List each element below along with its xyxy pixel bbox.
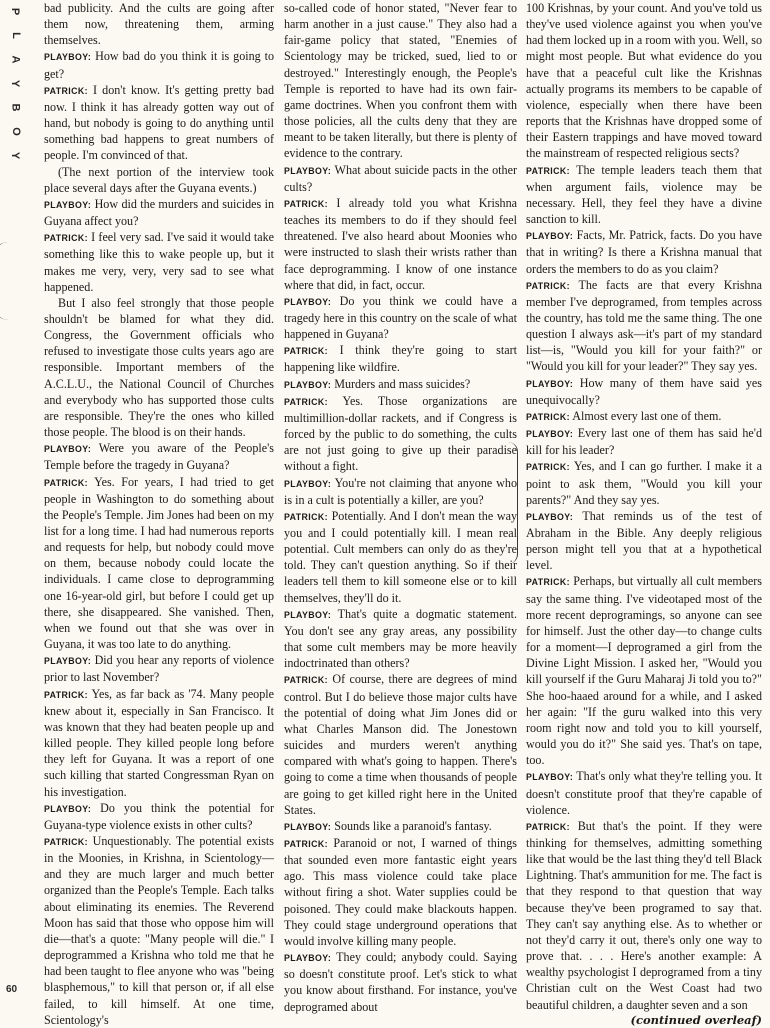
paragraph-text: Almost every last one of them. bbox=[572, 408, 722, 423]
speaker-label: PLAYBOY: bbox=[526, 772, 574, 783]
interview-paragraph bbox=[284, 342, 517, 375]
paragraph-text: Yes. Those organizations are multimillion-dollar rackets, and if Congress is forced by the public to do something, the cults are not just going to give up their paradise without a fight. bbox=[284, 393, 518, 474]
interview-paragraph bbox=[526, 162, 762, 228]
paragraph-text: They could; anybody could. Saying so doesn't constitute proof. Let's stick to what you know about firsthand. For instance, you've deprogramed about bbox=[284, 950, 518, 1014]
interview-paragraph bbox=[284, 393, 517, 475]
paragraph-text: The temple leaders teach them that when argument fails, violence may be necessary. Hell, they feel they have a divine sanction to kill. bbox=[526, 162, 762, 227]
speaker-label: PATRICK: bbox=[526, 280, 570, 291]
interview-paragraph bbox=[284, 835, 517, 949]
speaker-label: PLAYBOY: bbox=[284, 821, 332, 832]
continued-note: (continued overleaf) bbox=[630, 1012, 762, 1027]
speaker-label: PLAYBOY: bbox=[284, 296, 332, 307]
paragraph-text: But that's the point. If they were thinking for themselves, admitting something like that would be the last thing they'd tell Black Lightning. That's ammunition for me. The fact is that they respond to that question that way because they've been programed to say that. They can't say anything else. As to whether or not they'd carry it out, there's only one way to prove that. . . . Here's another example: A wealthy psychologist I deprogramed from a tiny Christian cult on the West Coast had two beautiful children, a daughter seven and a son bbox=[526, 818, 762, 1012]
interview-paragraph bbox=[44, 652, 274, 685]
interview-paragraph bbox=[526, 508, 762, 574]
speaker-label: PATRICK: bbox=[44, 233, 88, 244]
paragraph-text: bad publicity. And the cults are going after them now, threatening them, arming themselves. bbox=[44, 1, 274, 48]
paragraph-text: Unquestionably. The potential exists in the Moonies, in Krishna, in Scientology—and they are much larger and much better organized than the People's Temple. Each talks about eliminating its enemies. The Reverend Moon has said that those who oppose him will die—that's a quote: "Many people will die." I deprogrammed a Krishna who told me that he had been taught to flee anyone who was "being blasphemous," to kill that person or, if all else failed, to kill himself. At one time, Scientology's bbox=[44, 833, 274, 1027]
paragraph-text: Yes. For years, I had tried to get people in Washington to do something about the People's Temple. Jim Jones had been on my list for a long time. I had had numerous reports and requests for help, but nobody could move on them, because nobody could locate the individuals. I came close to deprogramming one 16-year-old girl, but before I could get up there, she disappeared. She vanished. Then, when we found out that she was over in Guyana, it was too late to do anything. bbox=[44, 474, 274, 652]
speaker-label: PATRICK: bbox=[526, 165, 570, 176]
paragraph-text: What about suicide pacts in the other cults? bbox=[284, 162, 517, 194]
interview-paragraph bbox=[44, 474, 274, 653]
interview-paragraph bbox=[526, 768, 762, 817]
interview-paragraph bbox=[526, 425, 762, 458]
interview-paragraph bbox=[284, 475, 517, 508]
speaker-label: PLAYBOY: bbox=[526, 429, 574, 440]
speaker-label: PLAYBOY: bbox=[284, 478, 332, 489]
interview-paragraph bbox=[44, 833, 274, 1028]
speaker-label: PLAYBOY: bbox=[526, 378, 574, 389]
interview-paragraph bbox=[526, 408, 762, 425]
paragraph-text: Murders and mass suicides? bbox=[334, 376, 471, 391]
interview-paragraph bbox=[44, 800, 274, 833]
column-2 bbox=[284, 0, 517, 1015]
speaker-label: PATRICK: bbox=[526, 577, 570, 588]
speaker-label: PATRICK: bbox=[526, 821, 570, 832]
interview-paragraph bbox=[284, 0, 517, 162]
interview-paragraph bbox=[44, 164, 274, 196]
interview-paragraph bbox=[526, 277, 762, 375]
interview-paragraph bbox=[284, 818, 517, 835]
column-1 bbox=[44, 0, 274, 1028]
logo-letter: P bbox=[9, 7, 22, 16]
paragraph-text: (The next portion of the interview took place several days after the Guyana events.) bbox=[44, 164, 274, 195]
playboy-vertical-logo bbox=[2, 6, 28, 161]
paragraph-text: Facts, Mr. Patrick, facts. Do you have that in writing? Is there a Krishna manual that orders the members to do as you claim? bbox=[526, 228, 762, 276]
paragraph-text: Perhaps, but virtually all cult members say the same thing. I've videotaped most of the more recent deprogramings, so anyone can see for himself. Just the other day—to change cults for a moment—I deprogramed a girl from the Divine Light Mission. I asked her, "Would you kill yourself if the Guru Maharaj Ji told you to?" She hoo-haaed around for a while, and I asked her again: "If the guru walked into this very room right now and told you to kill yourself, would you do it?" She said yes. That's on tape, too. bbox=[526, 574, 762, 768]
interview-paragraph bbox=[284, 508, 517, 606]
paragraph-text: Every last one of them has said he'd kill for his leader? bbox=[526, 426, 763, 458]
interview-paragraph bbox=[526, 458, 762, 507]
paragraph-text: 100 Krishnas, by your count. And you've told us they've used violence against you when you've had them locked up in a room with you. Well, so might most people. But what evidence do you have that a peaceful cult like the Krishnas actually programs its members to be capable of violence, especially when there have been reports that the Krishnas have dropped some of their Eastern trappings and have moved toward the mainstream of respected religious sects? bbox=[526, 1, 762, 161]
paragraph-text: But I also feel strongly that those people shouldn't be blamed for what they did. Congress, the Government officials who refused to investigate those cults years ago are responsible. Important members of the A.C.L.U., the National Council of Churches and everybody who has supported those cults are responsible. They're the ones who killed those people. The blood is on their hands. bbox=[44, 295, 274, 440]
paragraph-text: I feel very sad. I've said it would take something like this to wake people up, but it makes me very, very, very sad to see what happened. bbox=[44, 230, 274, 294]
speaker-label: PLAYBOY: bbox=[526, 511, 574, 522]
paragraph-text: Paranoid or not, I warned of things that sounded even more fantastic eight years ago. This mass violence could take place without firing a shot. Water supplies could be poisoned. They could make blackouts happen. They could stage underground operations that would involve killing many people. bbox=[284, 835, 517, 948]
interview-paragraph bbox=[44, 0, 274, 48]
speaker-label: PATRICK: bbox=[44, 477, 88, 488]
interview-paragraph bbox=[284, 376, 517, 393]
speaker-label: PLAYBOY: bbox=[284, 165, 332, 176]
interview-paragraph bbox=[284, 162, 517, 195]
speaker-label: PATRICK: bbox=[44, 689, 88, 700]
speaker-label: PATRICK: bbox=[44, 85, 88, 96]
margin-pen-mark bbox=[508, 442, 518, 564]
speaker-label: PATRICK: bbox=[284, 198, 328, 209]
interview-paragraph bbox=[284, 195, 517, 293]
paragraph-text: I think they're going to start happening like wildfire. bbox=[284, 343, 517, 375]
interview-paragraph bbox=[284, 949, 517, 1015]
logo-letter: Y bbox=[9, 151, 22, 160]
page-number: 60 bbox=[6, 984, 18, 995]
paragraph-text: I already told you what Krishna teaches its members to do if they should feel threatened. I've also heard about Moonies who were instructed to slash their wrists rather than face deprogramming. I know of one instance where that did, in fact, occur. bbox=[284, 195, 517, 292]
speaker-label: PATRICK: bbox=[44, 836, 88, 847]
paragraph-text: Do you think we could have a tragedy here in this country on the scale of what happened in Guyana? bbox=[284, 293, 517, 342]
paragraph-text: Sounds like a paranoid's fantasy. bbox=[334, 818, 492, 833]
logo-letter: A bbox=[9, 55, 22, 64]
interview-paragraph bbox=[526, 375, 762, 408]
interview-paragraph bbox=[44, 82, 274, 164]
speaker-label: PLAYBOY: bbox=[44, 199, 92, 210]
interview-paragraph bbox=[284, 293, 517, 342]
interview-paragraph bbox=[526, 227, 762, 276]
interview-paragraph bbox=[284, 606, 517, 672]
interview-paragraph bbox=[526, 0, 762, 162]
paragraph-text: The facts are that every Krishna member I've deprogramed, from temples across the country, has told me the same thing. The one question I always ask—it's part of my standard list—is, "Would you kill for your faith?" or "Would you kill for your leader?" They say yes. bbox=[526, 277, 763, 374]
column-3 bbox=[526, 0, 762, 1027]
paragraph-text: You're not claiming that anyone who is in a cult is potentially a killer, are you? bbox=[284, 475, 517, 507]
paragraph-text: Do you think the potential for Guyana-type violence exists in other cults? bbox=[44, 800, 274, 832]
paragraph-text: Of course, there are degrees of mind control. But I do believe those major cults have the potential of doing what Jim Jones did or what Charles Manson did. The Jonestown suicides and murders weren't anything compared with what's going to happen. There's going to come a time when thousands of people are going to get killed right here in the United States. bbox=[284, 672, 517, 817]
interview-paragraph bbox=[44, 295, 274, 440]
margin-pen-mark bbox=[0, 242, 8, 320]
paragraph-text: Yes, as far back as '74. Many people knew about it, especially in San Francisco. It was known that they had beaten people up and killed people. They killed people long before they left for Guyana. It was a report of one such killing that started Congressman Ryan on his investigation. bbox=[44, 686, 275, 799]
speaker-label: PLAYBOY: bbox=[284, 609, 332, 620]
paragraph-text: I don't know. It's getting pretty bad now. I think it has already gotten way out of hand, but nobody is going to do anything until something bad happens to great numbers of people. I'm convinced of that. bbox=[44, 82, 274, 163]
speaker-label: PATRICK: bbox=[526, 462, 570, 473]
speaker-label: PLAYBOY: bbox=[44, 803, 92, 814]
interview-paragraph bbox=[44, 196, 274, 229]
speaker-label: PATRICK: bbox=[284, 675, 328, 686]
paragraph-text: Yes, and I can go further. I make it a point to ask them, "Would you kill your parents?" And they say yes. bbox=[526, 459, 762, 507]
logo-letter: O bbox=[9, 127, 22, 136]
speaker-label: PATRICK: bbox=[526, 411, 570, 422]
speaker-label: PATRICK: bbox=[284, 511, 328, 522]
interview-paragraph bbox=[44, 48, 274, 81]
paragraph-text: How bad do you think it is going to get? bbox=[44, 49, 274, 81]
interview-paragraph bbox=[44, 229, 274, 295]
logo-letter: L bbox=[9, 32, 22, 39]
logo-letter: Y bbox=[9, 79, 22, 88]
speaker-label: PATRICK: bbox=[284, 346, 328, 357]
paragraph-text: Did you hear any reports of violence prior to last November? bbox=[44, 653, 274, 685]
speaker-label: PATRICK: bbox=[284, 838, 328, 849]
paragraph-text: That's only what they're telling you. It doesn't constitute proof that they're capable of violence. bbox=[526, 769, 763, 817]
interview-paragraph bbox=[44, 686, 274, 800]
logo-letter: B bbox=[9, 103, 22, 112]
paragraph-text: Were you aware of the People's Temple before the tragedy in Guyana? bbox=[44, 441, 275, 473]
speaker-label: PATRICK: bbox=[284, 396, 328, 407]
interview-paragraph bbox=[526, 818, 762, 1013]
speaker-label: PLAYBOY: bbox=[44, 52, 92, 63]
paragraph-text: How did the murders and suicides in Guyana affect you? bbox=[44, 196, 274, 229]
interview-paragraph bbox=[526, 573, 762, 768]
speaker-label: PLAYBOY: bbox=[44, 444, 92, 455]
interview-paragraph bbox=[284, 671, 517, 817]
paragraph-text: That reminds us of the test of Abraham in the Bible. Any deeply religious person might tell you that at a hypothetical level. bbox=[526, 508, 762, 573]
speaker-label: PLAYBOY: bbox=[284, 953, 332, 964]
speaker-label: PLAYBOY: bbox=[44, 656, 92, 667]
speaker-label: PLAYBOY: bbox=[526, 231, 574, 242]
paragraph-text: That's quite a dogmatic statement. You don't see any gray areas, any possibility that some cult members may be more heavily indoctrinated than others? bbox=[284, 606, 517, 671]
interview-paragraph bbox=[44, 440, 274, 473]
paragraph-text: How many of them have said yes unequivocally? bbox=[526, 375, 762, 407]
paragraph-text: so-called code of honor stated, "Never fear to harm another in a just cause." They also had a fair-game policy that stated, "Enemies of Scientology may be tricked, sued, lied to or destroyed." Interestingly enough, the People's Temple is reported to have had its own fair-game doctrines. When you confront them with those policies, all the cults deny that they are meant to be taken literally, but there is plenty of evidence to the contrary. bbox=[284, 1, 517, 161]
paragraph-text: Potentially. And I don't mean the way you and I could potentially kill. I mean real potential. Cult members can only do as they're told. They can't question anything. So if their leaders tell them to kill someone else or to kill themselves, they'll do it. bbox=[284, 508, 517, 605]
speaker-label: PLAYBOY: bbox=[284, 379, 332, 390]
